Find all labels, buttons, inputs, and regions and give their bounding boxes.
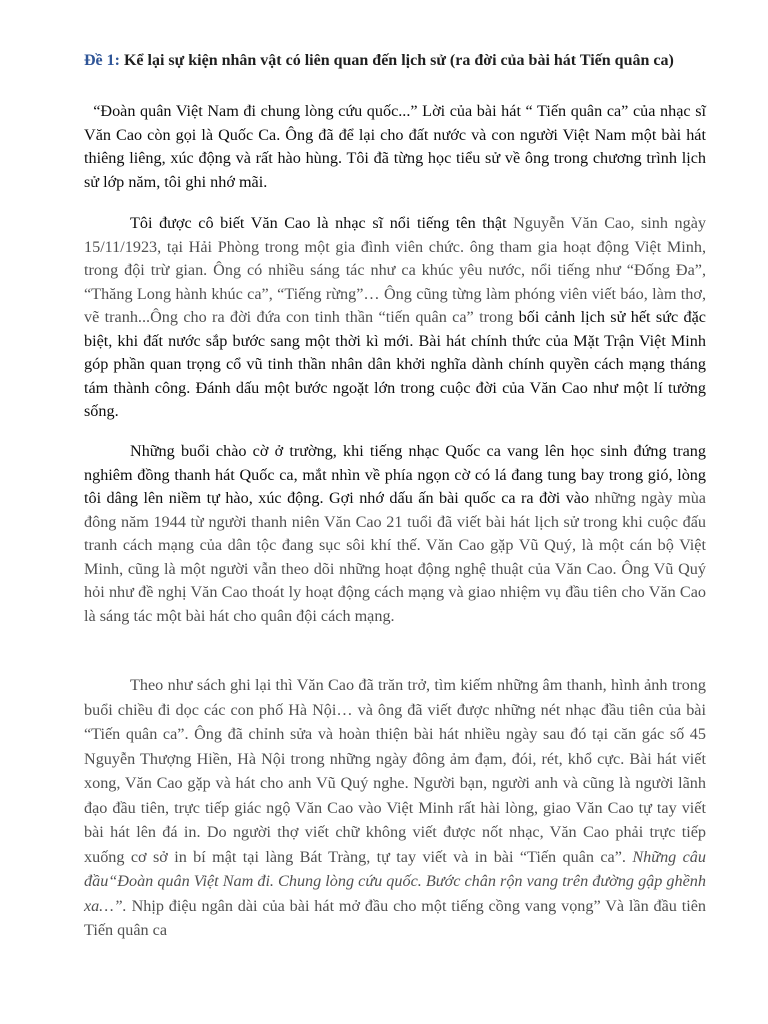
song-opening-lyrics: Những câu đầu“Đoàn quân Việt Nam đi. Chung lòng cứu quốc. Bước chân rộn vang trên đường gập ghềnh xa…”. (84, 847, 706, 915)
paragraph-composition (84, 673, 706, 943)
essay-prompt: Kể lại sự kiện nhân vật có liên quan đến lịch sử (ra đời của bài hát Tiến quân ca) (123, 52, 674, 69)
paragraph-flag-ceremony-history: những ngày mùa đông năm 1944 từ người thanh niên Văn Cao 21 tuổi đã viết bài hát lịch sử trong khi cuộc đấu tranh cách mạng của dân tộc đang sục sôi khí thế. Văn Cao gặp Vũ Quý, là một cán bộ Việt Minh, cũng là một người vẫn theo dõi những hoạt động nghệ thuật của Văn Cao. Ông Vũ Quý hỏi như đề nghị Văn Cao thoát ly hoạt động cách mạng và giao nhiệm vụ đầu tiên cho Văn Cao là sáng tác một bài hát cho quân đội cách mạng. (84, 489, 706, 625)
paragraph-composition-story: Theo như sách ghi lại thì Văn Cao đã trăn trở, tìm kiếm những âm thanh, hình ảnh trong buổi chiều đi dọc các con phố Hà Nội… và ông đã viết được những nét nhạc đầu tiên của bài “Tiến quân ca”. Ông đã chỉnh sửa và hoàn thiện bài hát nhiều ngày sau đó tại căn gác số 45 Nguyễn Thượng Hiền, Hà Nội trong những ngày đông ảm đạm, đói, rét, khổ cực. Bài hát viết xong, Văn Cao gặp và hát cho anh Vũ Quý nghe. Người bạn, người anh và cũng là người lãnh đạo đầu tiên, trực tiếp giác ngộ Văn Cao vào Việt Minh rất hài lòng, giao Văn Cao tự tay viết bài hát lên đá in. Do người thợ viết chữ không viết được nốt nhạc, Văn Cao phải trực tiếp xuống cơ sở in bí mật tại làng Bát Tràng, tự tay viết và in bài “Tiến quân ca”. (84, 676, 706, 866)
paragraph-composition-tail: Nhịp điệu ngân dài của bài hát mở đầu cho một tiếng cồng vang vọng” Và lần đầu tiên Tiến quân ca (84, 896, 706, 939)
paragraph-background-context: bối cảnh lịch sử hết sức đặc biệt, khi đất nước sắp bước sang một thời kì mới. Bài hát chính thức của Mặt Trận Việt Minh góp phần quan trọng cổ vũ tinh thần nhân dân khởi nghĩa dành chính quyền cách mạng tháng tám thành công. Đánh dấu một bước ngoặt lớn trong cuộc đời của Văn Cao như một lí tưởng sống. (84, 308, 706, 420)
paragraph-flag-ceremony-lead: Những buổi chào cờ ở trường, khi tiếng nhạc Quốc ca vang lên học sinh đứng trang nghiêm đồng thanh hát Quốc ca, mắt nhìn về phía ngọn cờ có lá đang tung bay trong gió, lòng tôi dâng lên niềm tự hào, xúc động. Gợi nhớ dấu ấn bài quốc ca ra đời vào (84, 442, 706, 507)
paragraph-background (84, 212, 706, 424)
exercise-label: Đề 1: (84, 52, 120, 69)
paragraph-intro: “Đoàn quân Việt Nam đi chung lòng cứu quốc...” Lời của bài hát “ Tiến quân ca” của nhạc sĩ Văn Cao còn gọi là Quốc Ca. Ông đã để lại cho đất nước và con người Việt Nam một bài hát thiêng liêng, xúc động và rất hào hùng. Tôi đã từng học tiểu sử về ông trong chương trình lịch sử lớp năm, tôi ghi nhớ mãi. (84, 102, 706, 191)
paragraph-background-lead: Tôi được cô biết Văn Cao là nhạc sĩ nổi tiếng tên thật (130, 214, 514, 232)
paragraph-flag-ceremony (84, 440, 706, 628)
paragraph-background-song: Ông cho ra đời đứa con tinh thần “tiến quân ca” trong (150, 308, 519, 326)
paragraph-background-bio: Nguyễn Văn Cao, sinh ngày 15/11/1923, tại Hải Phòng trong một gia đình viên chức. ông tham gia hoạt động Việt Minh, trong đội trừ gian. Ông có nhiều sáng tác như ca khúc yêu nước, nổi tiếng như “Đống Đa”, “Thăng Long hành khúc ca”, “Tiếng rừng”… Ông cũng từng làm phóng viên viết báo, làm thơ, vẽ tranh... (84, 214, 706, 326)
essay-title (84, 50, 704, 72)
